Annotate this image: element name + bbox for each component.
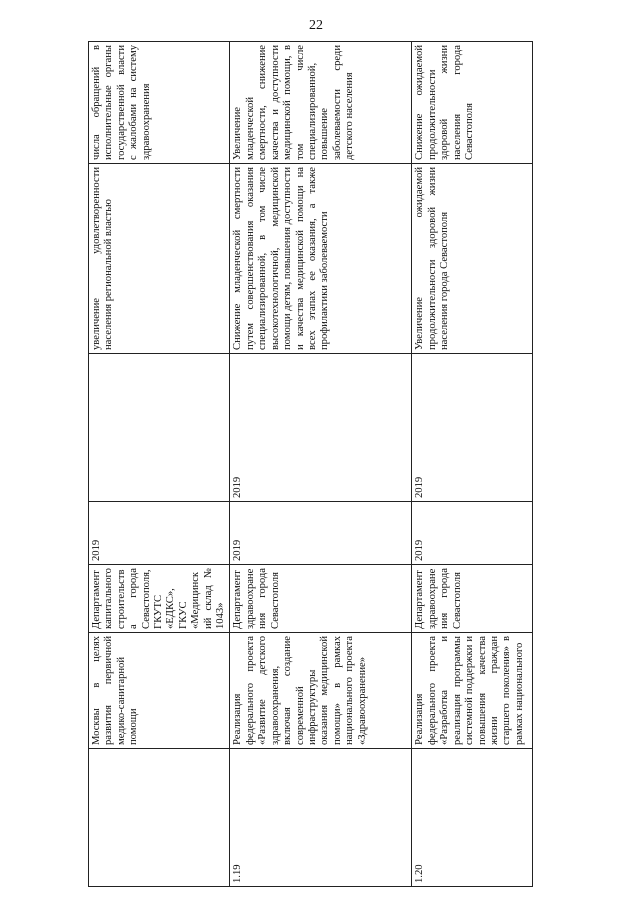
start-year: 2019 bbox=[412, 502, 533, 565]
consequence: числа обращений в исполнительные органы государственной власти с жалобами на систему здравоохранения bbox=[89, 42, 230, 164]
start-year: 2019 bbox=[89, 502, 230, 565]
measure-name: Москвы в целях развития первичной медико-санитарной помощи bbox=[89, 633, 230, 749]
consequence: Снижение ожидаемой продолжительности здоровой жизни населения города Севастополя bbox=[412, 42, 533, 164]
measures-table bbox=[88, 41, 533, 887]
row-number: 1.19 bbox=[230, 749, 412, 887]
end-year: 2019 bbox=[412, 354, 533, 502]
expected-result: увеличение удовлетворенности населения региональной властью bbox=[89, 164, 230, 354]
end-year bbox=[89, 354, 230, 502]
measure-name: Реализация федерального проекта «Развитие детского здравоохранения, включая создание современной инфраструктуры оказания медицинской помощи» в рамках национального проекта «Здравоохранение» bbox=[230, 633, 412, 749]
expected-result: Увеличение ожидаемой продолжительности здоровой жизни населения города Севастополя bbox=[412, 164, 533, 354]
end-year: 2019 bbox=[230, 354, 412, 502]
measure-name: Реализация федерального проекта «Разработка и реализация программы системной поддержки и повышения качества жизни граждан старшего поколения» в рамках национального bbox=[412, 633, 533, 749]
table-row-continuation bbox=[89, 42, 230, 887]
row-number bbox=[89, 749, 230, 887]
executor: Департамент здравоохранения города Севастополя bbox=[412, 565, 533, 633]
executor: Департамент здравоохранения города Севастополя bbox=[230, 565, 412, 633]
page-number: 22 bbox=[309, 18, 323, 33]
table-row-1-20 bbox=[412, 42, 533, 887]
row-number: 1.20 bbox=[412, 749, 533, 887]
executor: Департамент капитального строительства города Севастополя, ГКУТС «ЕДКС», ГКУС «Медицинский склад № 1043» bbox=[89, 565, 230, 633]
consequence: Увеличение младенческой смертности, снижение качества и доступности медицинской помощи, в том числе специализированной, повышение заболеваемости среди детского населения bbox=[230, 42, 412, 164]
expected-result: Снижение младенческой смертности путем совершенствования оказания специализированной, в том числе высокотехнологичной, медицинской помощи детям, повышения доступности и качества медицинской помощи на всех этапах ее оказания, а также профилактики заболеваемости bbox=[230, 164, 412, 354]
table-row-1-19 bbox=[230, 42, 412, 887]
rotated-table-container bbox=[88, 42, 530, 887]
start-year: 2019 bbox=[230, 502, 412, 565]
